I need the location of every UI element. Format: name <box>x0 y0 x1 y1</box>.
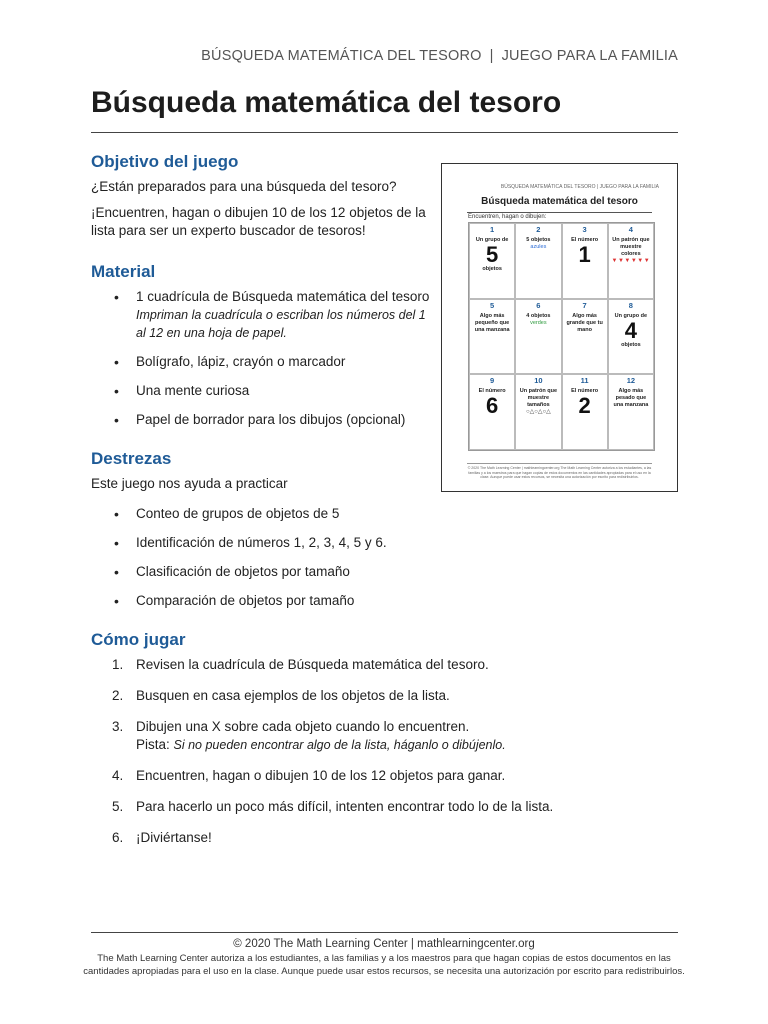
header-left: BÚSQUEDA MATEMÁTICA DEL TESORO <box>201 48 482 64</box>
footer-divider <box>91 932 678 933</box>
step-text: Dibujen una X sobre cada objeto cuando lo encuentren. <box>136 719 470 734</box>
preview-grid-cell <box>469 299 515 375</box>
preview-cell-big-number: 4 <box>624 317 637 343</box>
preview-cell-big-number: 5 <box>486 242 499 267</box>
material-item-note: Impriman la cuadrícula o escriban los números del 1 al 12 en una hoja de papel. <box>136 308 426 340</box>
step-text: Revisen la cuadrícula de Búsqueda matemática del tesoro. <box>136 657 489 672</box>
preview-cell-text: Un patrón que muestre colores <box>612 237 650 257</box>
preview-cell-text: El número <box>571 237 599 243</box>
preview-grid-cell <box>562 374 608 450</box>
preview-cell-pattern: ○△○△○△ <box>526 409 551 416</box>
document-header-tag <box>201 48 678 64</box>
preview-grid-cell <box>515 223 561 299</box>
preview-divider <box>467 212 652 213</box>
material-list <box>91 288 431 429</box>
destrezas-list <box>91 505 431 610</box>
preview-footer: © 2020 The Math Learning Center | mathlearningcenter.org The Math Learning Center autoriza a los estudiantes, a las familias y a los maestros para que hagan copias de estos documentos en las cantidades apropiadas para el uso en la clase. Aunque puede usar estos recursos, se necesita una autorización por escrito para redistribuirlos. <box>467 463 652 480</box>
page-title: Búsqueda matemática del tesoro <box>91 86 562 119</box>
preview-cell-color-word: verdes <box>530 319 547 326</box>
step-item <box>91 687 611 705</box>
preview-cell-text: Algo más pesado que una manzana <box>613 388 649 409</box>
preview-cell-text: Un patrón que muestre tamaños <box>519 388 558 409</box>
destrezas-heading: Destrezas <box>91 449 172 468</box>
footer-copyright: © 2020 The Math Learning Center | mathlearningcenter.org <box>233 938 535 950</box>
destreza-text: Conteo de grupos de objetos de 5 <box>136 506 340 521</box>
step-number: 5. <box>112 799 124 814</box>
title-divider <box>91 132 678 133</box>
objetivo-question: ¿Están preparados para una búsqueda del tesoro? <box>91 179 397 194</box>
material-item <box>91 288 431 342</box>
preview-cell-number: 1 <box>490 225 495 234</box>
step-number: 2. <box>112 688 124 703</box>
preview-cell-big-number: 6 <box>486 393 499 419</box>
objetivo-description: ¡Encuentren, hagan o dibujen 10 de los 12 objetos de la lista para ser un experto buscador de tesoros! <box>91 205 426 238</box>
step-hint-label: Pista: <box>136 737 174 752</box>
preview-cell-text: 5 objetos <box>526 237 551 243</box>
step-number: 4. <box>112 768 124 783</box>
material-item-text: Papel de borrador para los dibujos (opcional) <box>136 412 406 427</box>
footer-legal: The Math Learning Center autoriza a los estudiantes, a las familias y a los maestros para que hagan copias de estos documentos en las cantidades apropiadas para el uso en la clase. Aunque puede usar estos recursos, se necesita una autorización por escrito para redistribuirlos. <box>83 953 685 977</box>
preview-grid-cell <box>608 299 654 375</box>
preview-grid-cell <box>562 299 608 375</box>
section-como-jugar <box>91 630 611 847</box>
step-item <box>91 656 611 674</box>
step-item <box>91 798 611 816</box>
preview-grid-cell <box>608 374 654 450</box>
destreza-item <box>91 505 431 523</box>
header-separator: | <box>489 48 494 64</box>
step-item <box>91 718 611 754</box>
preview-cell-number: 9 <box>490 376 495 386</box>
section-objetivo <box>91 152 431 240</box>
step-text: Para hacerlo un poco más difícil, intenten encontrar todo lo de la lista. <box>136 799 554 814</box>
step-item <box>91 829 611 847</box>
objetivo-heading: Objetivo del juego <box>91 152 239 171</box>
preview-cell-big-number: 1 <box>578 242 591 267</box>
preview-cell-text-bottom: objetos <box>621 341 641 348</box>
step-text: Busquen en casa ejemplos de los objetos de la lista. <box>136 688 450 703</box>
como-jugar-heading: Cómo jugar <box>91 630 186 649</box>
preview-cell-number: 2 <box>536 225 541 234</box>
preview-grid-cell <box>515 374 561 450</box>
header-right: JUEGO PARA LA FAMILIA <box>501 48 678 64</box>
preview-cell-color-word: azules <box>530 244 547 250</box>
destreza-item <box>91 534 431 552</box>
preview-title: Búsqueda matemática del tesoro <box>481 196 638 207</box>
preview-subtitle: Encuentren, hagan o dibujen: <box>468 214 547 220</box>
step-number: 6. <box>112 830 124 845</box>
step-text: Encuentren, hagan o dibujen 10 de los 12 objetos para ganar. <box>136 768 506 783</box>
material-heading: Material <box>91 262 156 281</box>
material-item-text: Una mente curiosa <box>136 383 250 398</box>
step-hint: Si no pueden encontrar algo de la lista, háganlo o dibújenlo. <box>173 738 506 752</box>
preview-cell-number: 8 <box>628 300 633 310</box>
step-number: 1. <box>112 657 124 672</box>
preview-cell-text: 4 objetos <box>526 312 551 319</box>
preview-grid-cell <box>469 223 515 299</box>
preview-grid-cell <box>608 223 654 299</box>
preview-cell-big-number: 2 <box>578 393 591 419</box>
preview-cell-number: 5 <box>490 300 495 310</box>
destreza-item <box>91 563 431 581</box>
preview-cell-number: 10 <box>534 376 543 386</box>
section-material <box>91 262 431 429</box>
grid-preview-thumbnail <box>441 163 678 492</box>
preview-cell-number: 3 <box>582 225 587 234</box>
preview-cell-text-bottom: objetos <box>482 266 502 272</box>
preview-cell-text: Un grupo de <box>475 237 509 243</box>
preview-grid <box>468 222 655 451</box>
preview-cell-text: Un grupo de <box>614 312 648 319</box>
destreza-text: Identificación de números 1, 2, 3, 4, 5 y 6. <box>136 535 387 550</box>
preview-grid-cell <box>562 223 608 299</box>
preview-cell-text: El número <box>478 388 506 395</box>
destreza-item <box>91 592 431 610</box>
step-text: ¡Diviértanse! <box>136 830 212 845</box>
preview-cell-number: 7 <box>582 300 587 310</box>
destreza-text: Clasificación de objetos por tamaño <box>136 564 350 579</box>
preview-cell-text: Algo más grande que tu mano <box>566 312 603 333</box>
preview-cell-text: El número <box>571 388 599 395</box>
page-footer <box>80 937 688 978</box>
preview-grid-cell <box>469 374 515 450</box>
destreza-text: Comparación de objetos por tamaño <box>136 593 355 608</box>
step-item <box>91 767 611 785</box>
preview-cell-number: 11 <box>580 376 589 386</box>
preview-cell-number: 12 <box>626 376 636 386</box>
material-item <box>91 411 431 429</box>
preview-grid-cell <box>515 299 561 375</box>
step-number: 3. <box>112 719 124 734</box>
preview-cell-text: Algo más pequeño que una manzana <box>474 312 510 333</box>
steps-list <box>91 656 611 847</box>
preview-cell-number: 4 <box>628 225 633 234</box>
section-destrezas <box>91 449 431 610</box>
preview-cell-number: 6 <box>536 300 541 310</box>
material-item <box>91 353 431 371</box>
material-item-text: Bolígrafo, lápiz, crayón o marcador <box>136 354 346 369</box>
destrezas-intro: Este juego nos ayuda a practicar <box>91 476 288 491</box>
preview-header: BÚSQUEDA MATEMÁTICA DEL TESORO | JUEGO PARA LA FAMILIA <box>500 184 659 190</box>
material-item-text: 1 cuadrícula de Búsqueda matemática del tesoro <box>136 289 430 304</box>
material-item <box>91 382 431 400</box>
preview-cell-pattern: ▼▼▼▼▼▼ <box>611 258 651 264</box>
